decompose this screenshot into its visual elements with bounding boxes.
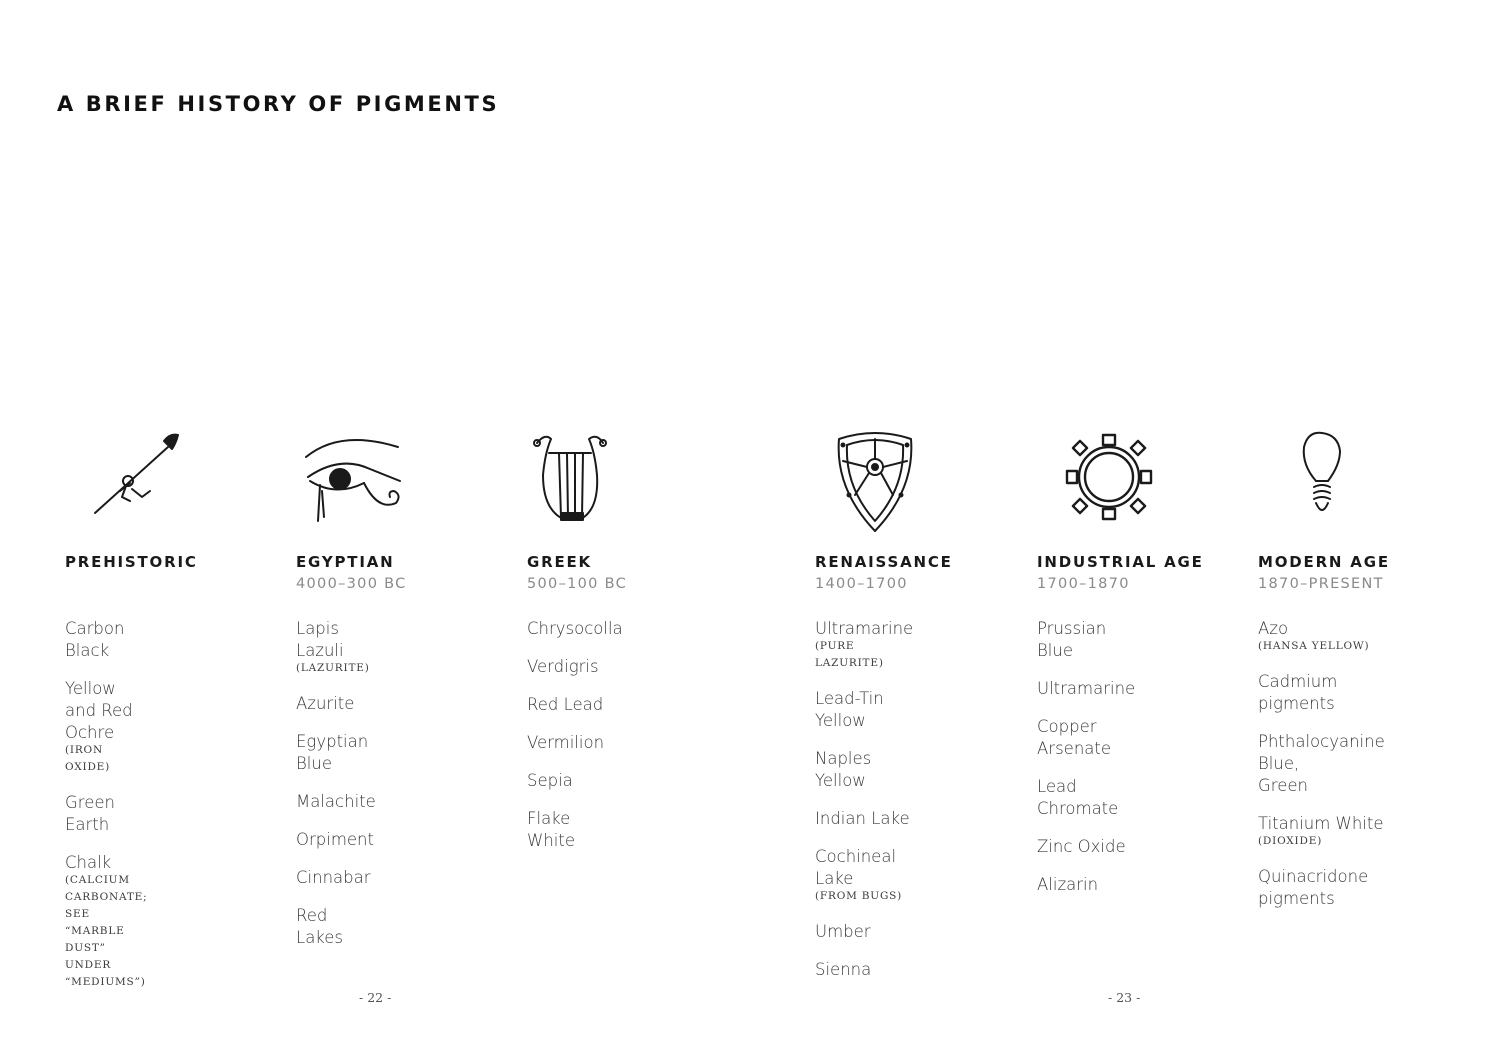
list-item — [1258, 671, 1385, 715]
list-item — [1037, 716, 1135, 760]
pigment-note: (CALCIUM CARBONATE; SEE “MARBLE DUST” UNDER “MEDIUMS”) — [65, 874, 148, 988]
page-number-left: - 22 - — [359, 990, 392, 1005]
list-item — [1037, 678, 1135, 700]
pigment-name: Sepia — [527, 771, 573, 790]
pigment-name: Egyptian Blue — [296, 732, 369, 773]
list-item — [296, 731, 376, 775]
list-item — [1037, 874, 1135, 896]
era-name: MODERN AGE — [1258, 553, 1390, 571]
list-item — [815, 618, 913, 672]
pigment-name: Umber — [815, 922, 871, 941]
pigment-name: Verdigris — [527, 657, 599, 676]
pigment-name: Prussian Blue — [1037, 619, 1107, 660]
list-item — [296, 867, 376, 889]
shield-icon — [819, 425, 939, 535]
gear-icon — [1049, 425, 1169, 535]
pigment-name: Titanium White — [1258, 814, 1384, 833]
pigment-name: Quinacridone pigments — [1258, 867, 1369, 908]
pigment-note: (FROM BUGS) — [815, 890, 903, 902]
pigment-name: Azo — [1258, 619, 1289, 638]
era-dates: 1400–1700 — [815, 576, 908, 592]
pigment-name: Zinc Oxide — [1037, 837, 1126, 856]
eye-of-horus-icon — [300, 425, 420, 535]
pigment-name: Phthalocyanine Blue, Green — [1258, 732, 1385, 795]
list-item — [527, 656, 623, 678]
pigment-list — [815, 618, 913, 997]
era-name: INDUSTRIAL AGE — [1037, 553, 1204, 571]
pigment-name: Red Lead — [527, 695, 604, 714]
list-item — [1037, 836, 1135, 858]
pigment-list — [296, 618, 376, 965]
pigment-name: Cadmium pigments — [1258, 672, 1338, 713]
list-item — [1037, 618, 1135, 662]
pigment-name: Flake White — [527, 809, 575, 850]
list-item — [1258, 731, 1385, 797]
pigment-name: Lapis Lazuli — [296, 619, 344, 660]
era-name: RENAISSANCE — [815, 553, 953, 571]
list-item — [296, 791, 376, 813]
list-item — [1258, 618, 1385, 655]
pigment-name: Red Lakes — [296, 906, 344, 947]
list-item — [296, 829, 376, 851]
list-item — [65, 852, 147, 991]
list-item — [296, 905, 376, 949]
pigment-name: Vermilion — [527, 733, 605, 752]
list-item — [815, 688, 913, 732]
era-name: GREEK — [527, 553, 592, 571]
list-item — [815, 921, 913, 943]
lyre-icon — [515, 425, 635, 535]
pigment-name: Green Earth — [65, 793, 115, 834]
pigment-name: Ultramarine — [1037, 679, 1136, 698]
pigment-name: Sienna — [815, 960, 872, 979]
spear-icon — [90, 425, 210, 535]
pigment-name: Azurite — [296, 694, 355, 713]
pigment-name: Chrysocolla — [527, 619, 623, 638]
list-item — [65, 618, 147, 662]
pigment-name: Orpiment — [296, 830, 374, 849]
list-item — [1037, 776, 1135, 820]
list-item — [1258, 813, 1385, 850]
pigment-list — [1258, 618, 1385, 926]
list-item — [1258, 866, 1385, 910]
list-item — [527, 770, 623, 792]
list-item — [815, 808, 913, 830]
pigment-name: Naples Yellow — [815, 749, 872, 790]
list-item — [815, 748, 913, 792]
pigment-note: (PURE LAZURITE) — [815, 640, 884, 669]
era-dates: 1870–PRESENT — [1258, 576, 1384, 592]
pigment-name: Chalk — [65, 853, 112, 872]
pigment-note: (IRON OXIDE) — [65, 744, 111, 773]
list-item — [296, 693, 376, 715]
list-item — [65, 792, 147, 836]
pigment-name: Yellow and Red Ochre — [65, 679, 133, 742]
pigment-name: Indian Lake — [815, 809, 910, 828]
pigment-note: (LAZURITE) — [296, 662, 370, 674]
list-item — [815, 846, 913, 905]
pigment-name: Copper Arsenate — [1037, 717, 1112, 758]
list-item — [815, 959, 913, 981]
page-number-right: - 23 - — [1108, 990, 1141, 1005]
era-name: EGYPTIAN — [296, 553, 395, 571]
pigment-list — [1037, 618, 1135, 912]
pigment-name: Malachite — [296, 792, 376, 811]
pigment-note: (DIOXIDE) — [1258, 835, 1323, 847]
pigment-name: Cochineal Lake — [815, 847, 897, 888]
pigment-name: Alizarin — [1037, 875, 1099, 894]
list-item — [527, 808, 623, 852]
list-item — [296, 618, 376, 677]
pigment-name: Lead-Tin Yellow — [815, 689, 884, 730]
pigment-name: Cinnabar — [296, 868, 371, 887]
list-item — [527, 694, 623, 716]
list-item — [527, 618, 623, 640]
list-item — [527, 732, 623, 754]
era-dates: 1700–1870 — [1037, 576, 1130, 592]
era-dates: 500–100 BC — [527, 576, 628, 592]
page-title: A BRIEF HISTORY OF PIGMENTS — [57, 92, 500, 116]
light-bulb-icon — [1260, 425, 1380, 535]
pigment-list — [527, 618, 623, 868]
pigment-note: (HANSA YELLOW) — [1258, 640, 1370, 652]
pigment-name: Ultramarine — [815, 619, 914, 638]
era-dates: 4000–300 BC — [296, 576, 407, 592]
pigment-name: Lead Chromate — [1037, 777, 1119, 818]
pigment-list — [65, 618, 147, 1007]
pigment-name: Carbon Black — [65, 619, 125, 660]
list-item — [65, 678, 147, 776]
era-name: PREHISTORIC — [65, 553, 198, 571]
